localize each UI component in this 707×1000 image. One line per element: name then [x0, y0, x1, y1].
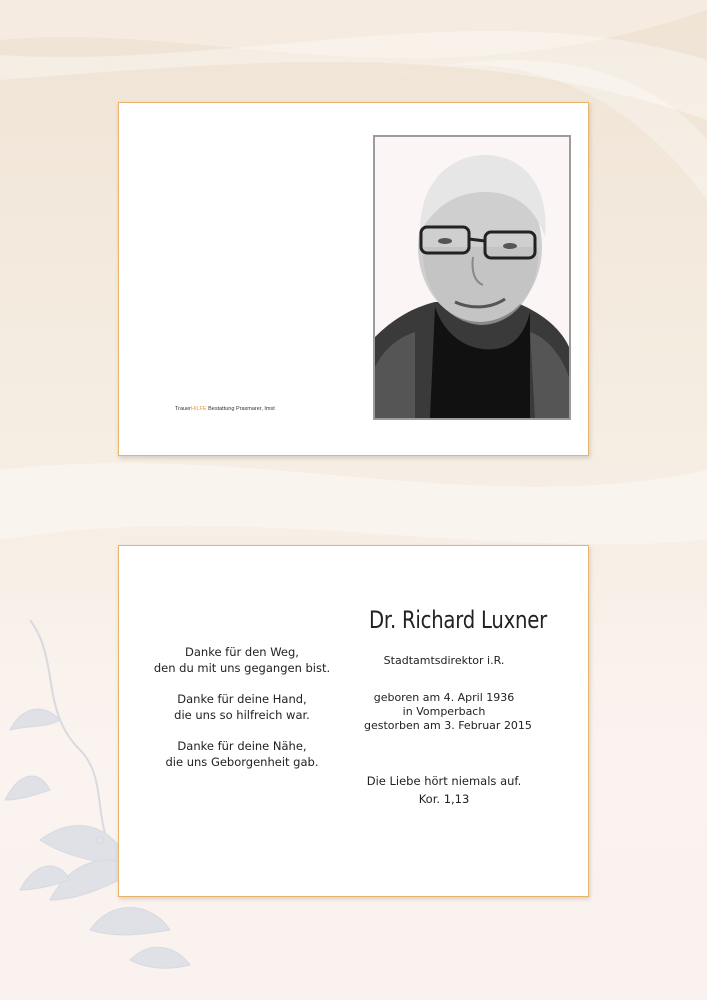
memorial-card-inside: [118, 545, 589, 897]
bible-quote: [364, 772, 524, 808]
imprint-accent: HILFE: [191, 406, 207, 412]
deceased-name: Dr. Richard Luxner: [369, 606, 547, 634]
poem-line: die uns so hilfreich war.: [174, 708, 310, 722]
quote-text: Die Liebe hört niemals auf.: [366, 774, 522, 788]
funeral-home-imprint: [175, 406, 275, 412]
birth-date: geboren am 4. April 1936: [373, 691, 515, 704]
birth-place: in Vomperbach: [402, 705, 486, 718]
quote-reference: Kor. 1,13: [418, 792, 470, 806]
portrait-photo-icon: [375, 137, 569, 418]
poem-line: Danke für deine Nähe,: [177, 739, 307, 753]
death-date: gestorben am 3. Februar 2015: [364, 719, 532, 732]
poem-stanza: [147, 644, 337, 676]
imprint-suffix: Bestattung Praxmarer, Imst: [206, 406, 275, 412]
life-dates: [364, 691, 532, 733]
poem-stanza: [147, 738, 337, 770]
memorial-card-front: [118, 102, 589, 456]
imprint-prefix: Trauer: [175, 406, 191, 412]
portrait-photo: [373, 135, 571, 420]
poem-line: die uns Geborgenheit gab.: [165, 755, 319, 769]
poem-line: Danke für den Weg,: [185, 645, 299, 659]
deceased-title: Stadtamtsdirektor i.R.: [383, 654, 505, 667]
poem-stanza: [147, 691, 337, 723]
poem-line: Danke für deine Hand,: [177, 692, 307, 706]
poem: [147, 644, 337, 785]
poem-line: den du mit uns gegangen bist.: [153, 661, 331, 675]
